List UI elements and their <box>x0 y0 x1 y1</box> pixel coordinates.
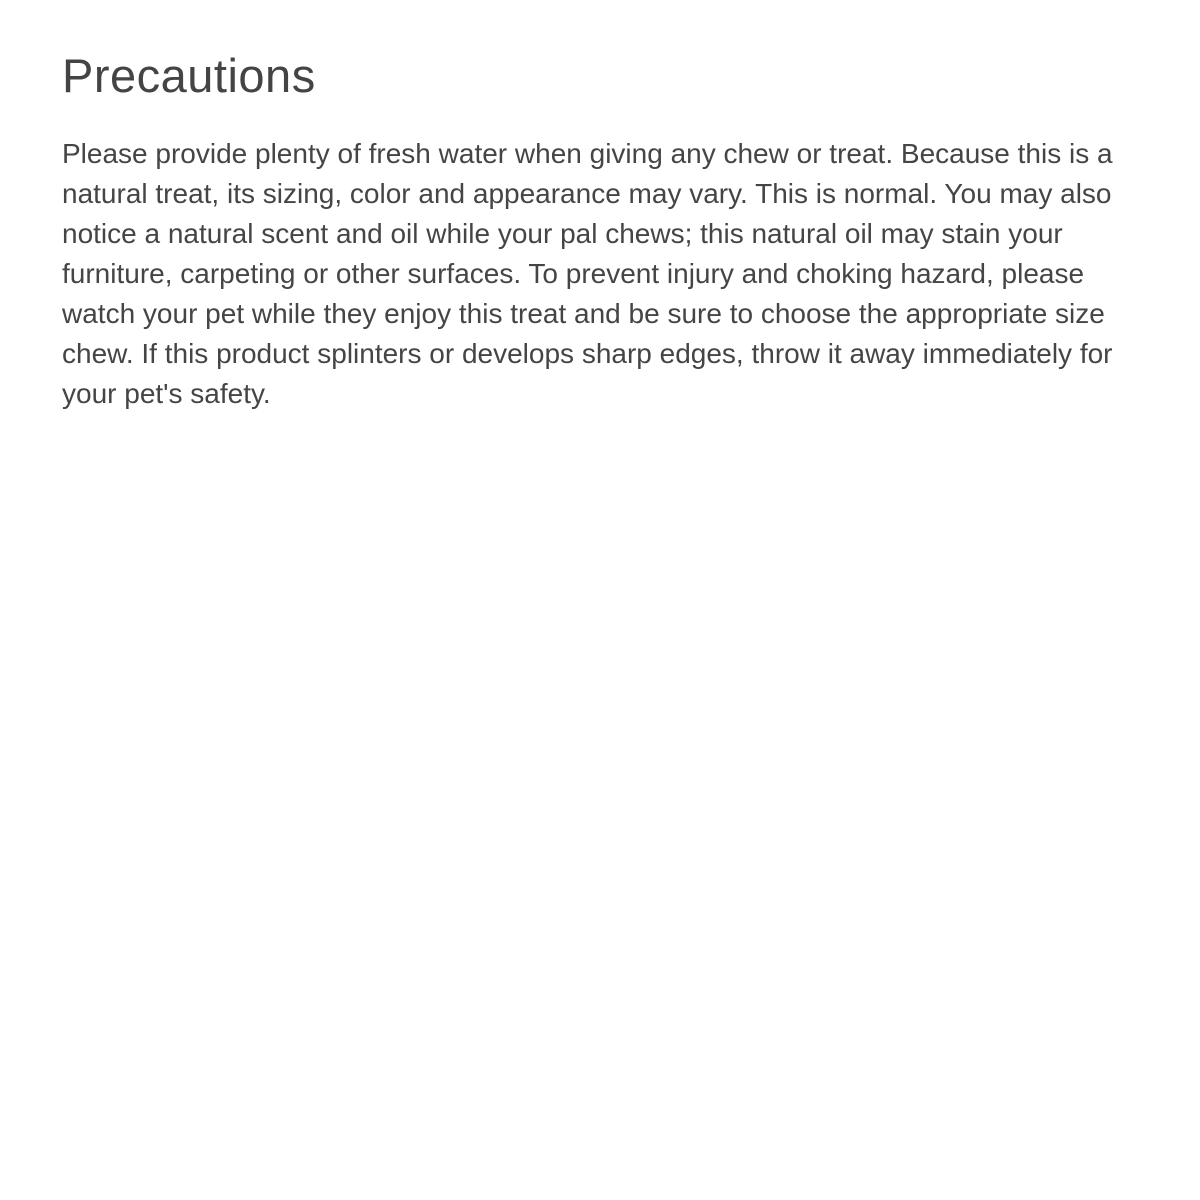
section-body-text: Please provide plenty of fresh water when giving any chew or treat. Because this is a natural treat, its sizing, color and appearance may vary. This is normal. You may also notice a natural scent and oil while your pal chews; this natural oil may stain your furniture, carpeting or other surfaces. To prevent injury and choking hazard, please watch your pet while they enjoy this treat and be sure to choose the appropriate size chew. If this product splinters or develops sharp edges, throw it away immediately for your pet's safety. <box>62 138 1113 410</box>
section-title: Precautions <box>62 49 316 102</box>
